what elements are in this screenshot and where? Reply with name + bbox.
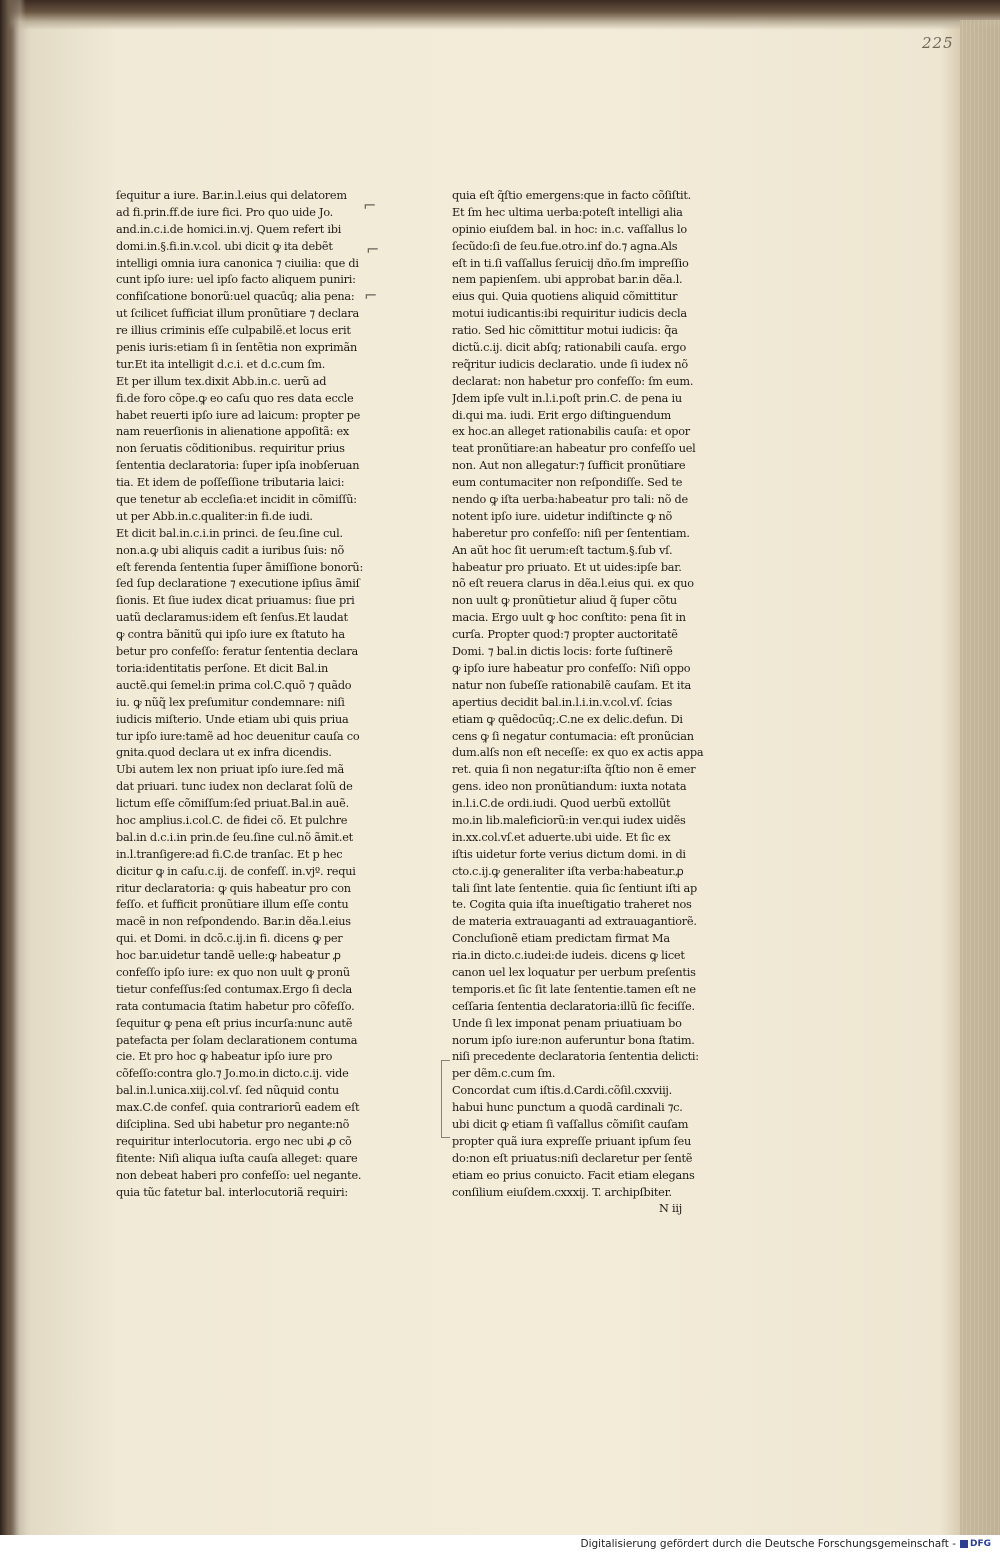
- text-line: de materia extrauaganti ad extrauagantiorẽ.: [452, 915, 697, 929]
- text-line: Concluſionẽ etiam predictam firmat Ma: [452, 932, 670, 946]
- text-line: opinio eiuſdem bal. in hoc: in.c. vaſſallus lo: [452, 222, 687, 236]
- binding-shadow: [0, 0, 26, 1535]
- text-line: ritur declaratoria: ꝙ quis habeatur pro con: [116, 881, 351, 895]
- text-line: betur pro confeſſo: feratur ſententia declara: [116, 645, 358, 659]
- text-line: per dẽm.c.cum ſm.: [452, 1067, 556, 1081]
- text-line: ex hoc.an alleget rationabilis cauſa: et opor: [452, 425, 690, 439]
- text-line: tur.Et ita intelligit d.c.i. et d.c.cum ſm.: [116, 357, 326, 371]
- text-line: etiam ꝙ quẽdocūq;.C.ne ex delic.defun. Di: [452, 712, 683, 726]
- marginal-bracket: [441, 1060, 450, 1138]
- text-line: Jdem ipſe vult in.l.i.poſt prin.C. de pena iu: [452, 391, 682, 405]
- text-line: iudicis miſterio. Unde etiam ubi quis priua: [116, 712, 349, 726]
- text-line: confiſcatione bonorũ:uel quacūq; alia pena:: [116, 290, 355, 304]
- text-line: ſententia declaratoria: ſuper ipſa inobſeruan: [116, 459, 360, 473]
- text-line: nendo ꝙ iſta uerba:habeatur pro tali: nõ de: [452, 493, 688, 507]
- text-line: req̃ritur iudicis declaratio. unde ſi iudex nõ: [452, 357, 688, 371]
- text-line: propter quã iura expreſſe priuant ipſum ſeu: [452, 1134, 692, 1148]
- text-line: and.in.c.i.de homici.in.vj. Quem refert ibi: [116, 222, 342, 236]
- text-line: ꝙ ipſo iure habeatur pro confeſſo: Niſi oppo: [452, 661, 691, 675]
- text-line: cõfeſſo:contra glo.⁊ Jo.mo.in dicto.c.ij. vide: [116, 1067, 349, 1081]
- text-line: Et dicit bal.in.c.i.in princi. de ſeu.ſine cul.: [116, 526, 343, 540]
- text-line: dat priuari. tunc iudex non declarat ſolũ de: [116, 780, 353, 794]
- text-line: Concordat cum iſtis.d.Cardi.cõſil.cxxviij.: [452, 1084, 673, 1098]
- text-line: tali ſint late ſententie. quia ſic ſentiunt iſti ap: [452, 881, 698, 895]
- text-line: penis iuris:etiam ſi in ſentẽtia non exprimãn: [116, 341, 358, 355]
- text-line: tietur confeſſus:ſed contumax.Ergo ſi decla: [116, 982, 352, 996]
- text-line: Ubi autem lex non priuat ipſo iure.ſed mã: [116, 763, 344, 777]
- text-line: motui iudicantis:ibi requiritur iudicis decla: [452, 307, 687, 321]
- marginal-mark: ⌐: [366, 240, 380, 259]
- text-line: non.a.ꝙ ubi aliquis cadit a iuribus ſuis: nõ: [116, 543, 345, 557]
- footer-bar: [0, 1535, 1000, 1554]
- text-line: ꝙ contra bãnitũ qui ipſo iure ex ſtatuto ha: [116, 628, 345, 642]
- text-line: di.qui ma. iudi. Erit ergo diſtinguendum: [452, 408, 671, 422]
- text-line: conſilium eiuſdem.cxxxij. T. archipſbiter.: [452, 1185, 672, 1199]
- text-line: quia tũc fatetur bal. interlocutoriã requiri:: [116, 1185, 348, 1199]
- text-line: diſciplina. Sed ubi habetur pro negante:nõ: [116, 1117, 350, 1131]
- text-line: do:non eſt priuatus:niſi declaretur per ſentẽ: [452, 1151, 693, 1165]
- text-line: ſed ſup declaratione ⁊ executione ipſius ãmiſ: [116, 577, 360, 591]
- text-line: N iij: [659, 1202, 682, 1216]
- text-line: ut ſcilicet ſufficiat illum pronũtiare ⁊ declara: [116, 307, 360, 321]
- text-line: bal.in d.c.i.in prin.de ſeu.ſine cul.nõ ãmit.et: [116, 830, 353, 844]
- folio-number: 225: [922, 34, 954, 52]
- text-line: cie. Et pro hoc ꝙ habeatur ipſo iure pro: [116, 1050, 333, 1064]
- text-line: An aūt hoc ſit uerum:eſt tactum.§.ſub vſ.: [452, 543, 673, 557]
- text-line: ſequitur a iure. Bar.in.l.eius qui delatorem: [116, 189, 347, 202]
- marginal-mark: ⌐: [364, 286, 378, 305]
- text-line: hoc amplius.i.col.C. de fidei cõ. Et pulchre: [116, 813, 348, 827]
- text-line: cunt ipſo iure: uel ipſo facto aliquem puniri:: [116, 273, 356, 287]
- text-line: macẽ in non reſpondendo. Bar.in dẽa.l.eius: [116, 915, 351, 929]
- text-line: qui. et Domi. in dcõ.c.ij.in fi. dicens ꝙ per: [116, 932, 343, 946]
- text-line: eſt ferenda ſententia ſuper ãmiſſione bonorũ:: [116, 560, 364, 574]
- text-line: Domi. ⁊ bal.in dictis locis: forte ſuſtinerẽ: [452, 645, 673, 659]
- text-line: auctẽ.qui ſemel:in prima col.C.quõ ⁊ quãdo: [116, 678, 352, 692]
- text-line: fi.de foro cõpe.ꝙ eo caſu quo res data eccle: [116, 391, 354, 405]
- text-line: notent ipſo iure. uidetur indiſtincte ꝙ nõ: [452, 509, 673, 523]
- text-line: habeatur pro priuato. Et ut uides:ipſe bar.: [452, 560, 682, 574]
- dfg-logo: [960, 1537, 994, 1551]
- text-line: max.C.de confeſ. quia contrariorũ eadem eſt: [116, 1101, 360, 1115]
- text-line: tia. Et idem de poſſeſſione tributaria laici:: [116, 476, 345, 490]
- text-line: ſionis. Et ſiue iudex dicat priuamus: ſiue pri: [116, 594, 355, 608]
- text-line: dum.alſs non eſt neceſſe: ex quo ex actis appa: [452, 746, 704, 760]
- text-line: ret. quia ſi non negatur:iſta q̃ſtio non ẽ emer: [452, 763, 696, 777]
- text-line: macia. Ergo uult ꝙ hoc conſtito: pena ſit in: [452, 611, 686, 625]
- text-line: apertius decidit bal.in.l.i.in.v.col.vſ. ſcias: [452, 695, 673, 709]
- footer-credit: Digitalisierung gefördert durch die Deutsche Forschungsgemeinschaft -: [580, 1538, 956, 1550]
- text-line: uatũ declaramus:idem eſt ſenſus.Et laudat: [116, 611, 348, 625]
- marginal-mark: ⌐: [363, 196, 377, 215]
- text-line: non. Aut non allegatur:⁊ ſufficit pronũtiare: [452, 459, 686, 473]
- text-line: ſequitur ꝙ pena eſt prius incurſa:nunc autẽ: [116, 1016, 353, 1030]
- page-top-edge: [0, 0, 1000, 30]
- text-line: requiritur interlocutoria. ergo nec ubi ꝓ cõ: [116, 1134, 352, 1148]
- text-line: ratio. Sed hic cõmittitur motui iudicis: q̃a: [452, 324, 678, 338]
- text-line: Unde ſi lex imponat penam priuatiuam bo: [452, 1016, 682, 1030]
- text-line: cto.c.ij.ꝙ generaliter iſta verba:habeatur.ꝓ: [452, 864, 684, 878]
- text-line: hoc bar.uidetur tandẽ uelle:ꝙ habeatur ꝓ: [116, 949, 341, 963]
- text-line: ut per Abb.in.c.qualiter:in fi.de iudi.: [116, 509, 313, 523]
- right-text-column: [452, 188, 708, 1218]
- text-line: dicitur ꝙ in caſu.c.ij. de confeſſ. in.vjº. requi: [116, 864, 356, 878]
- text-line: haberetur pro confeſſo: niſi per ſententiam.: [452, 526, 690, 540]
- text-line: cens ꝙ ſi negatur contumacia: eſt pronũcian: [452, 729, 694, 743]
- text-line: etiam eo prius conuicto. Facit etiam elegans: [452, 1168, 695, 1182]
- dfg-logo-text: DFG: [970, 1539, 992, 1549]
- text-line: nem papienſem. ubi approbat bar.in dẽa.l.: [452, 273, 683, 287]
- text-line: teat pronũtiare:an habeatur pro confeſſo uel: [452, 442, 696, 456]
- text-line: nõ eſt reuera clarus in dẽa.l.eius qui. ex quo: [452, 577, 694, 591]
- text-line: patefacta per ſolam declarationem contuma: [116, 1033, 358, 1047]
- text-line: gens. ideo non pronũtiandum: iuxta notata: [452, 780, 687, 794]
- page-fore-edge: [960, 20, 1000, 1535]
- text-line: eum contumaciter non reſpondiſſe. Sed te: [452, 476, 683, 490]
- text-line: non ſeruatis cõditionibus. requiritur prius: [116, 442, 345, 456]
- text-line: bal.in.l.unica.xiij.col.vſ. ſed nũquid contu: [116, 1084, 339, 1098]
- dfg-square-icon: [960, 1540, 968, 1548]
- text-line: dictũ.c.ij. dicit abſq; rationabili cauſa. ergo: [452, 341, 687, 355]
- text-line: fitente: Niſi aliqua iuſta cauſa alleget: quare: [116, 1151, 358, 1165]
- text-line: non debeat haberi pro confeſſo: uel negante.: [116, 1168, 362, 1182]
- text-line: in.l.tranſigere:ad fi.C.de tranſac. Et p hec: [116, 847, 343, 861]
- text-line: eſt in ti.ſi vaſſallus ſeruicij dño.ſm impreſſio: [452, 256, 689, 270]
- text-line: Et per illum tex.dixit Abb.in.c. uerũ ad: [116, 374, 327, 388]
- text-line: natur non ſubeſſe rationabilẽ cauſam. Et ita: [452, 678, 692, 692]
- text-line: domi.in.§.fi.in.v.col. ubi dicit ꝙ ita debẽt: [116, 239, 333, 253]
- text-line: gnita.quod declara ut ex infra dicendis.: [116, 746, 332, 760]
- text-line: te. Cogita quia iſta inueſtigatio traheret nos: [452, 898, 692, 912]
- text-line: mo.in lib.maleficiorũ:in ver.qui iudex uidẽs: [452, 813, 686, 827]
- text-line: habet reuerti ipſo iure ad laicum: propter pe: [116, 408, 361, 422]
- text-line: habui hunc punctum a quodã cardinali ⁊c.: [452, 1101, 683, 1115]
- text-line: lictum eſſe cõmiſſum:ſed priuat.Bal.in auẽ.: [116, 797, 349, 811]
- text-line: quia eſt q̃ſtio emergens:que in facto cõſiſtit.: [452, 189, 692, 202]
- text-line: iu. ꝙ nũq̃ lex preſumitur condemnare: niſi: [116, 695, 345, 709]
- text-line: nam reuerſionis in alienatione appoſitã: ex: [116, 425, 350, 439]
- text-line: ad fi.prin.ff.de iure fici. Pro quo uide Jo.: [116, 205, 334, 219]
- text-line: ſecũdo:ſi de ſeu.fue.otro.inf do.⁊ agna.Als: [452, 239, 678, 253]
- text-line: canon uel lex loquatur per uerbum preſentis: [452, 965, 696, 979]
- text-line: tur ipſo iure:tamẽ ad hoc deuenitur cauſa co: [116, 729, 360, 743]
- text-line: temporis.et ſic ſit late ſententie.tamen eſt ne: [452, 982, 696, 996]
- text-line: iſtis uidetur forte verius dictum domi. in di: [452, 847, 686, 861]
- text-line: niſi precedente declaratoria ſententia delicti:: [452, 1050, 699, 1064]
- text-line: ubi dicit ꝙ etiam ſi vaſſallus cõmiſit cauſam: [452, 1117, 689, 1131]
- text-line: feſſo. et ſufficit pronũtiare illum eſſe contu: [116, 898, 349, 912]
- text-line: eius qui. Quia quotiens aliquid cõmittitur: [452, 290, 678, 304]
- text-line: confeſſo ipſo iure: ex quo non uult ꝙ pronũ: [116, 965, 350, 979]
- text-line: declarat: non habetur pro confeſſo: ſm eum.: [452, 374, 694, 388]
- text-line: que tenetur ab eccleſia:et incidit in cõmiſſũ:: [116, 493, 357, 507]
- text-line: in.xx.col.vſ.et aduerte.ubi uide. Et ſic ex: [452, 830, 671, 844]
- text-line: Et ſm hec ultima uerba:poteſt intelligi alia: [452, 205, 683, 219]
- left-text-column: [116, 188, 371, 1201]
- text-line: rata contumacia ſtatim habetur pro cõfeſſo.: [116, 999, 355, 1013]
- text-line: re illius criminis eſſe culpabilẽ.et locus erit: [116, 324, 351, 338]
- text-line: in.l.i.C.de ordi.iudi. Quod uerbũ extollũt: [452, 797, 671, 811]
- text-line: intelligi omnia iura canonica ⁊ ciuilia: que di: [116, 256, 359, 270]
- text-line: curſa. Propter quod:⁊ propter auctoritatẽ: [452, 628, 678, 642]
- text-line: ceſſaria ſententia declaratoria:illũ ſic feciſſe.: [452, 999, 695, 1013]
- text-line: toria:identitatis perſone. Et dicit Bal.in: [116, 661, 329, 675]
- text-line: non uult ꝙ pronũtietur aliud q̃ ſuper cõtu: [452, 594, 677, 608]
- text-line: ria.in dicto.c.iudei:de iudeis. dicens ꝙ licet: [452, 949, 685, 963]
- text-line: norum ipſo iure:non auferuntur bona ſtatim.: [452, 1033, 695, 1047]
